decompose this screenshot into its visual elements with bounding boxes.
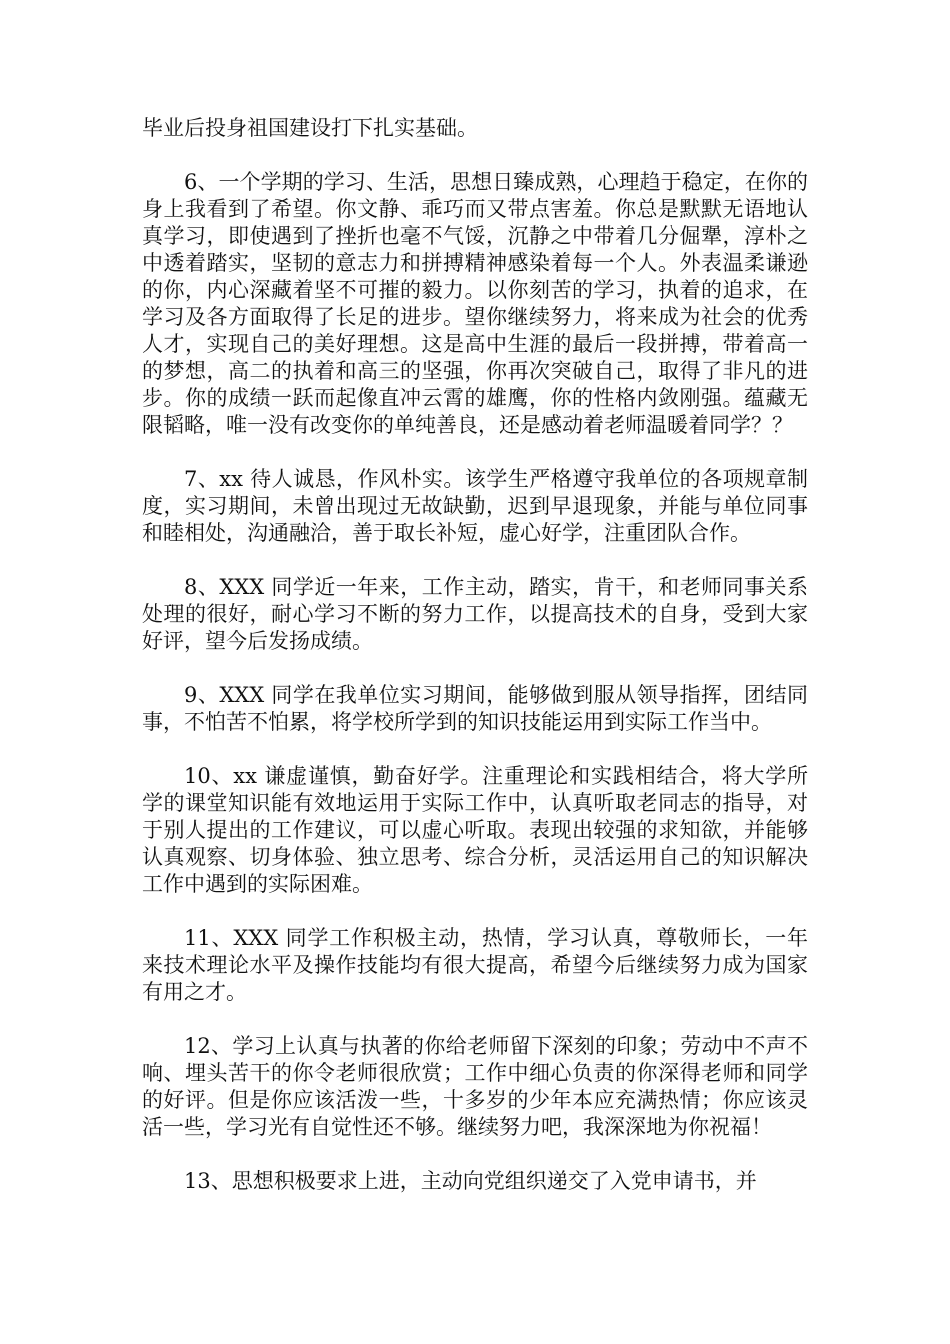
paragraph-item-9: 9、XXX 同学在我单位实习期间，能够做到服从领导指挥，团结同事，不怕苦不怕累，将学校所学到的知识技能运用到实际工作当中。: [142, 683, 808, 734]
paragraph-item-8: 8、XXX 同学近一年来，工作主动，踏实，肯干，和老师同事关系处理的很好，耐心学习不断的努力工作，以提高技术的自身，受到大家好评，望今后发扬成绩。: [142, 575, 808, 653]
paragraph-continuation: 毕业后投身祖国建设打下扎实基础。: [142, 116, 478, 140]
paragraph-item-12: 12、学习上认真与执著的你给老师留下深刻的印象；劳动中不声不响、埋头苦干的你令老师很欣赏；工作中细心负责的你深得老师和同学的好评。但是你应该活泼一些，十多岁的少年本应充满热情；你应该灵活一些，学习光有自觉性还不够。继续努力吧，我深深地为你祝福！: [142, 1034, 808, 1139]
paragraph-item-6: 6、一个学期的学习、生活，思想日臻成熟，心理趋于稳定，在你的身上我看到了希望。你文静、乖巧而又带点害羞。你总是默默无语地认真学习，即使遇到了挫折也毫不气馁，沉静之中带着几分倔犟，淳朴之中透着踏实，坚韧的意志力和拼搏精神感染着每一个人。外表温柔谦逊的你，内心深藏着坚不可摧的毅力。以你刻苦的学习，执着的追求，在学习及各方面取得了长足的进步。望你继续努力，将来成为社会的优秀人才，实现自己的美好理想。这是高中生涯的最后一段拼搏，带着高一的梦想，高二的执着和高三的坚强，你再次突破自己，取得了非凡的进步。你的成绩一跃而起像直冲云霄的雄鹰，你的性格内敛刚强。蕴藏无限韬略，唯一没有改变你的单纯善良，还是感动着老师温暖着同学？？: [142, 170, 808, 437]
paragraph-item-11: 11、XXX 同学工作积极主动，热情，学习认真，尊敬师长，一年来技术理论水平及操作技能均有很大提高，希望今后继续努力成为国家有用之才。: [142, 926, 808, 1004]
paragraph-item-10: 10、xx 谦虚谨慎，勤奋好学。注重理论和实践相结合，将大学所学的课堂知识能有效地运用于实际工作中，认真听取老同志的指导，对于别人提出的工作建议，可以虚心听取。表现出较强的求知欲，并能够认真观察、切身体验、独立思考、综合分析，灵活运用自己的知识解决工作中遇到的实际困难。: [142, 764, 808, 896]
paragraph-item-13: 13、思想积极要求上进，主动向党组织递交了入党申请书，并: [184, 1169, 757, 1193]
paragraph-item-7: 7、xx 待人诚恳，作风朴实。该学生严格遵守我单位的各项规章制度，实习期间，未曾出现过无故缺勤，迟到早退现象，并能与单位同事和睦相处，沟通融洽，善于取长补短，虚心好学，注重团队合作。: [142, 467, 808, 545]
document-page: [142, 115, 808, 1195]
